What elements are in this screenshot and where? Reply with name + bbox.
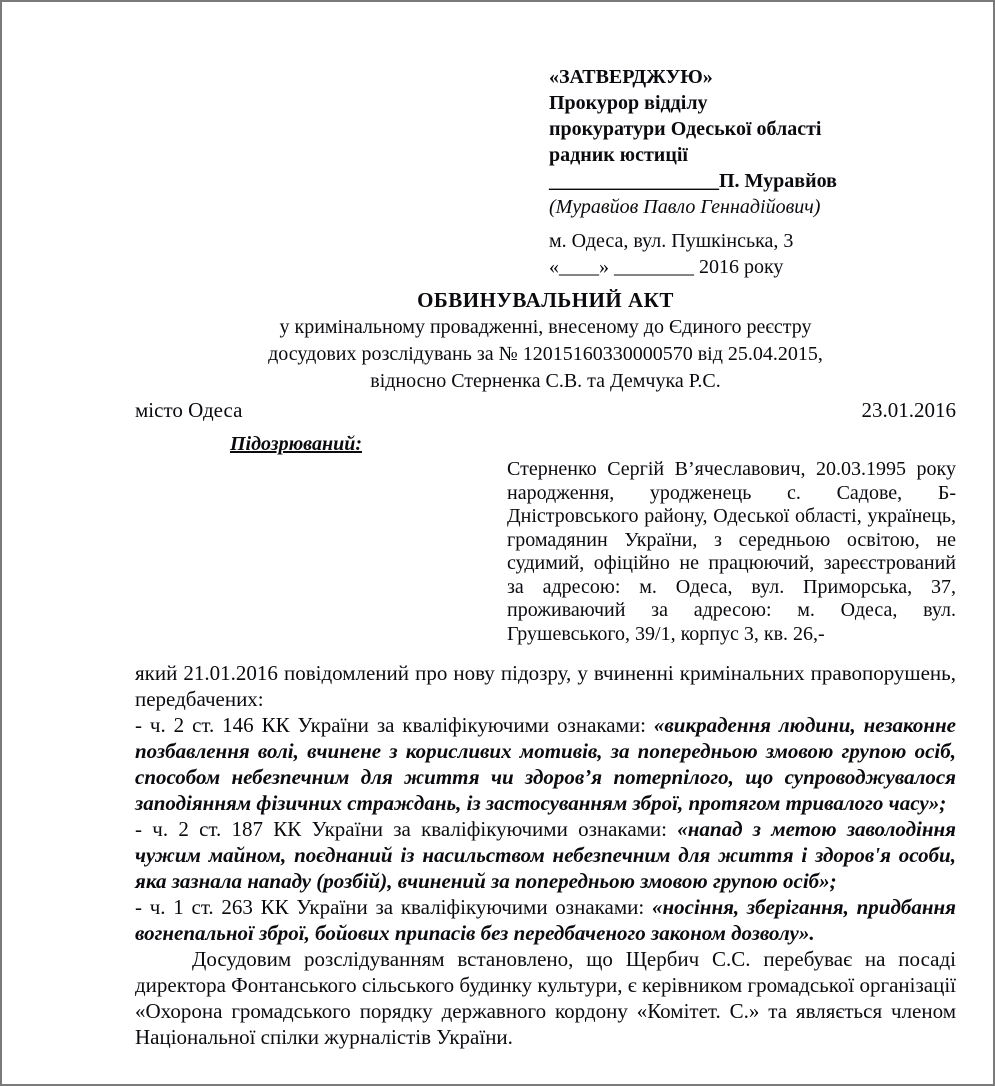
approval-position-line3: радник юстиції bbox=[549, 144, 688, 166]
approval-position-line1: Прокурор відділу bbox=[549, 92, 708, 114]
approval-date-blank: «____» ________ 2016 року bbox=[549, 256, 784, 278]
approval-address-block bbox=[549, 228, 956, 280]
body-final-paragraph: Досудовим розслідуванням встановлено, що Щербич С.С. перебуває на посаді директора Фонтанського сільського будинку культури, є керівником громадської організації «Охорона громадського порядку державного кордону «Комітет. С.» та являється членом Національної спілки журналістів України. bbox=[135, 947, 956, 1049]
meta-city: місто Одеса bbox=[135, 398, 243, 422]
approval-signature-line: _________________П. Муравйов bbox=[549, 170, 837, 192]
meta-row bbox=[135, 397, 956, 423]
charge-263-quote: «носіння, зберігання, придбання вогнепальної зброї, бойових припасів без передбаченого законом дозволу». bbox=[135, 895, 956, 945]
charge-paragraph-146 bbox=[135, 712, 956, 816]
body-intro: який 21.01.2016 повідомлений про нову підозру, у вчиненні кримінальних правопорушень, передбачених: bbox=[135, 661, 956, 711]
approval-signature-fullname: (Муравйов Павло Геннадійович) bbox=[549, 196, 821, 218]
suspect-details: Стерненко Сергій В’ячеславович, 20.03.1995 року народження, уродженець с. Садове, Б-Дністровського району, Одеської області, українець, громадянин України, з середньою освітою, не судимий, офіційно не працюючий, зареєстрований за адресою: м. Одеса, вул. Приморська, 37, проживаючий за адресою: м. Одеса, вул. Грушевського, 39/1, корпус 3, кв. 26,- bbox=[507, 458, 956, 645]
suspect-label-row bbox=[230, 431, 956, 458]
document-title: ОБВИНУВАЛЬНИЙ АКТ bbox=[417, 288, 674, 312]
page-content bbox=[2, 2, 993, 1050]
title-block bbox=[135, 287, 956, 395]
approval-address: м. Одеса, вул. Пушкінська, 3 bbox=[549, 230, 794, 252]
approval-position-line2: прокуратури Одеської області bbox=[549, 118, 822, 140]
suspect-label: Підозрюваний: bbox=[230, 433, 362, 455]
body-text bbox=[135, 660, 956, 1050]
charge-146-quote: «викрадення людини, незаконне позбавлення волі, вчинене з корисливих мотивів, за попередньою змовою групою осіб, способом небезпечним для життя чи здоров’я потерпілого, що супроводжувалося заподіянням фізичних страждань, із застосуванням зброї, протягом тривалого часу»; bbox=[135, 713, 956, 815]
charge-263-prefix: - ч. 1 ст. 263 КК України за кваліфікуючими ознаками: bbox=[135, 895, 652, 919]
charge-paragraph-187 bbox=[135, 816, 956, 894]
charge-187-quote: «напад з метою заволодіння чужим майном, поєднаний із насильством небезпечним для життя і здоров'я особи, яка зазнала нападу (розбій), вчинений за попередньою змовою групою осіб»; bbox=[135, 817, 956, 893]
charge-146-prefix: - ч. 2 ст. 146 КК України за кваліфікуючими ознаками: bbox=[135, 713, 654, 737]
charge-187-prefix: - ч. 2 ст. 187 КК України за кваліфікуючими ознаками: bbox=[135, 817, 678, 841]
approval-status: «ЗАТВЕРДЖУЮ» bbox=[549, 66, 713, 88]
title-subtitle-line2: досудових розслідувань за № 12015160330000570 від 25.04.2015, bbox=[268, 343, 823, 365]
charge-paragraph-263 bbox=[135, 894, 956, 946]
meta-date: 23.01.2016 bbox=[861, 398, 956, 422]
approval-block bbox=[549, 64, 956, 280]
title-subtitle-line3: відносно Стерненка С.В. та Демчука Р.С. bbox=[370, 370, 721, 392]
title-subtitle-line1: у кримінальному провадженні, внесеному до Єдиного реєстру bbox=[279, 316, 812, 338]
